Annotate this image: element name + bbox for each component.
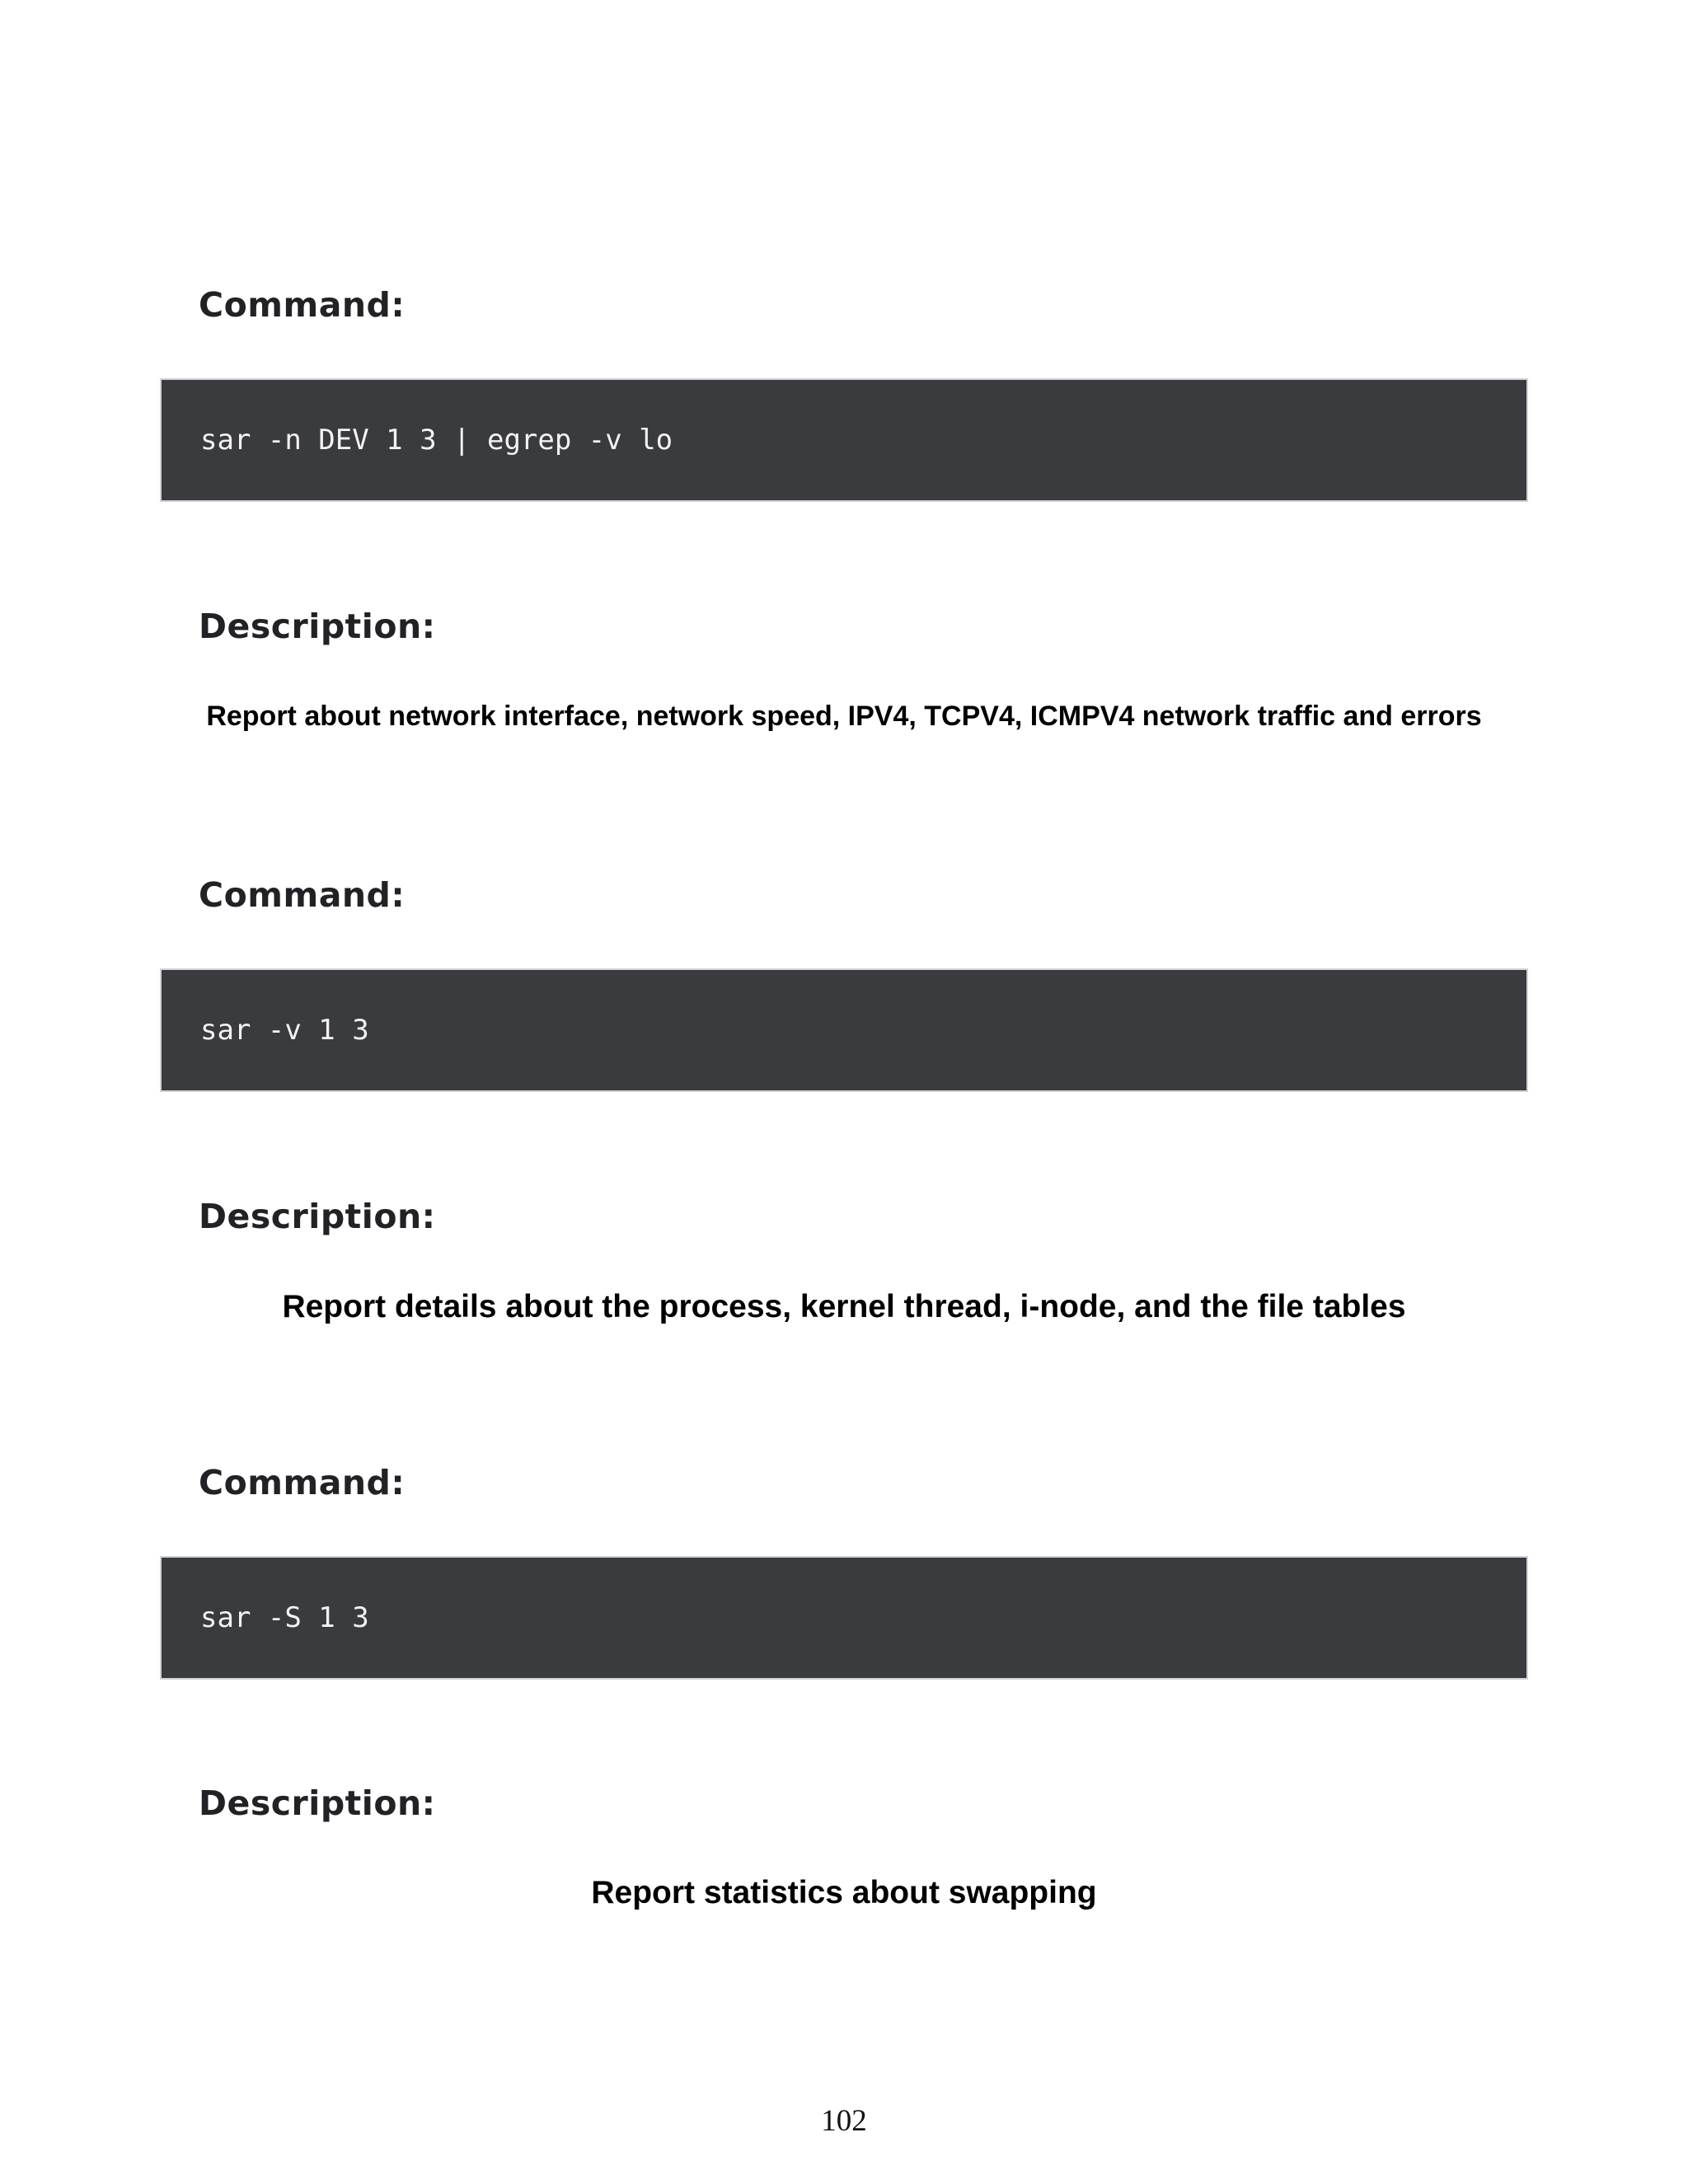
code-block (160, 378, 1528, 502)
description-text: Report statistics about swapping (591, 1875, 1097, 1910)
command-text: sar -v 1 3 (200, 1014, 369, 1047)
command-heading: Command: (199, 875, 406, 915)
command-heading: Command: (199, 285, 406, 325)
code-block (160, 968, 1528, 1092)
description-text: Report details about the process, kernel thread, i-node, and the file tables (282, 1289, 1406, 1324)
code-block (160, 1556, 1528, 1680)
description-heading: Description: (199, 1783, 436, 1823)
description-heading: Description: (199, 1197, 436, 1236)
command-text: sar -S 1 3 (200, 1601, 369, 1634)
description-text: Report about network interface, network speed, IPV4, TCPV4, ICMPV4 network traffic and errors (206, 701, 1482, 732)
page-number: 102 (821, 2104, 867, 2138)
command-text: sar -n DEV 1 3 | egrep -v lo (200, 424, 673, 457)
command-heading: Command: (199, 1463, 406, 1502)
description-heading: Description: (199, 607, 436, 646)
